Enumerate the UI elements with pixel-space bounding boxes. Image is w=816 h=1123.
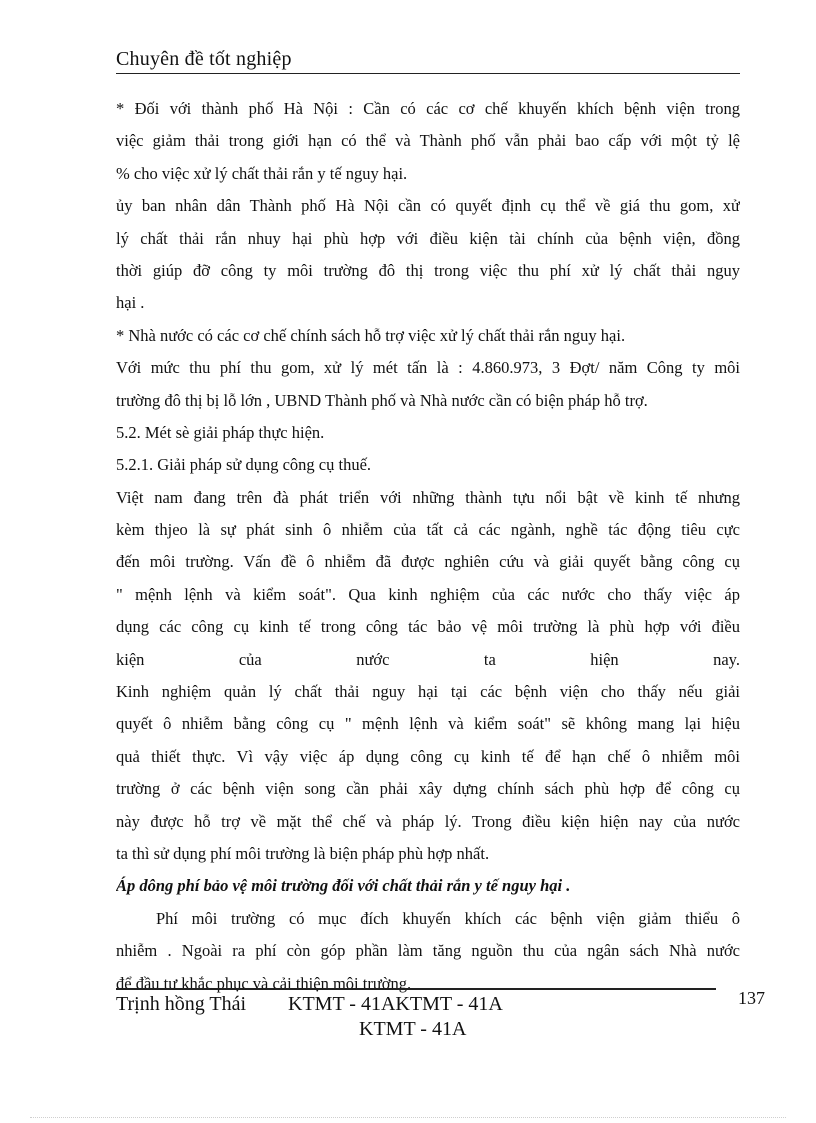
text-line: * Đối với thành phố Hà Nội : Cần có các cơ chế khuyến khích bệnh viện trong [116, 99, 740, 118]
text-line: trường đô thị bị lỗ lớn , UBND Thành phố và Nhà nước cần có biện pháp hỗ trợ. [116, 390, 648, 410]
text-line: đến môi trường. Vấn đề ô nhiễm đã được nghiên cứu và giải quyết bằng công cụ [116, 552, 740, 572]
text-line: lý chất thải rắn nhuy hại phù hợp với điều kiện tài chính của bệnh viện, đồng [116, 228, 740, 248]
text-line: Kinh nghiệm quản lý chất thải nguy hại tại các bệnh viện cho thấy nếu giải [116, 682, 740, 702]
text-line: Việt nam đang trên đà phát triển với những thành tựu nổi bật về kinh tế nhưng [116, 487, 740, 507]
header-divider [116, 73, 740, 74]
text-line: Phí môi trường có mục đích khuyến khích các bệnh viện giảm thiểu ô [156, 908, 740, 928]
footer-class-label: KTMT - 41AKTMT - 41A [288, 993, 503, 1015]
footer-author: Trịnh hồng Thái [116, 993, 247, 1015]
document-body [116, 93, 740, 1000]
text-line: quả thiết thực. Vì vậy việc áp dụng công cụ kinh tế để hạn chế ô nhiễm môi [116, 746, 740, 766]
text-line: 5.2.1. Giải pháp sử dụng công cụ thuế. [116, 455, 372, 475]
footer-class-label-2: KTMT - 41A [359, 1018, 467, 1040]
text-line: 5.2. Mét sè giải pháp thực hiện. [116, 422, 325, 442]
page-bottom-dotted-edge [30, 1117, 786, 1118]
footer-divider [116, 988, 716, 990]
text-line: dụng các công cụ kinh tế trong công tác bảo vệ môi trường là phù hợp với điều [116, 617, 740, 637]
page-number: 137 [738, 988, 765, 1008]
text-line: hại . [116, 293, 145, 313]
text-line: Với mức thu phí thu gom, xử lý mét tấn là : 4.860.973, 3 Đợt/ năm Công ty môi [116, 358, 740, 378]
text-line: trường ở các bệnh viện song cần phải xây dựng chính sách phù hợp để công cụ [116, 779, 740, 799]
text-line: này được hỗ trợ về mặt thể chế và pháp lý. Trong điều kiện hiện nay của nước [116, 811, 740, 831]
text-line: * Nhà nước có các cơ chế chính sách hỗ trợ việc xử lý chất thải rắn nguy hại. [116, 325, 626, 345]
text-line: Áp dông phí bảo vệ môi trường đối với chất thải rắn y tế nguy hại . [116, 876, 571, 896]
text-line: thời giúp đỡ công ty môi trường đô thị trong việc thu phí xử lý chất thải nguy [116, 260, 740, 280]
text-line: nhiễm . Ngoài ra phí còn góp phần làm tăng nguồn thu của ngân sách Nhà nước [116, 941, 740, 961]
text-line: ủy ban nhân dân Thành phố Hà Nội cần có quyết định cụ thể về giá thu gom, xử [116, 196, 740, 216]
page-header-title: Chuyên đề tốt nghiệp [116, 48, 292, 70]
text-line: kèm thjeo là sự phát sinh ô nhiễm của tất cả các ngành, nghề tác động tiêu cực [116, 520, 740, 540]
text-line: ta thì sử dụng phí môi trường là biện pháp phù hợp nhất. [116, 843, 490, 863]
text-line: để đầu tư khắc phục và cải thiện môi trường. [116, 973, 412, 993]
text-line: việc giảm thải trong giới hạn có thể và Thành phố vẫn phải bao cấp với một tỷ lệ [116, 131, 740, 151]
text-line: kiện của nước ta hiện nay. [116, 649, 740, 669]
text-line: " mệnh lệnh và kiểm soát". Qua kinh nghiệm của các nước cho thấy việc áp [116, 584, 740, 604]
text-line: quyết ô nhiễm bằng công cụ " mệnh lệnh và kiểm soát" sẽ không mang lại hiệu [116, 714, 740, 734]
text-line: % cho việc xử lý chất thải rắn y tế nguy hại. [116, 163, 408, 183]
